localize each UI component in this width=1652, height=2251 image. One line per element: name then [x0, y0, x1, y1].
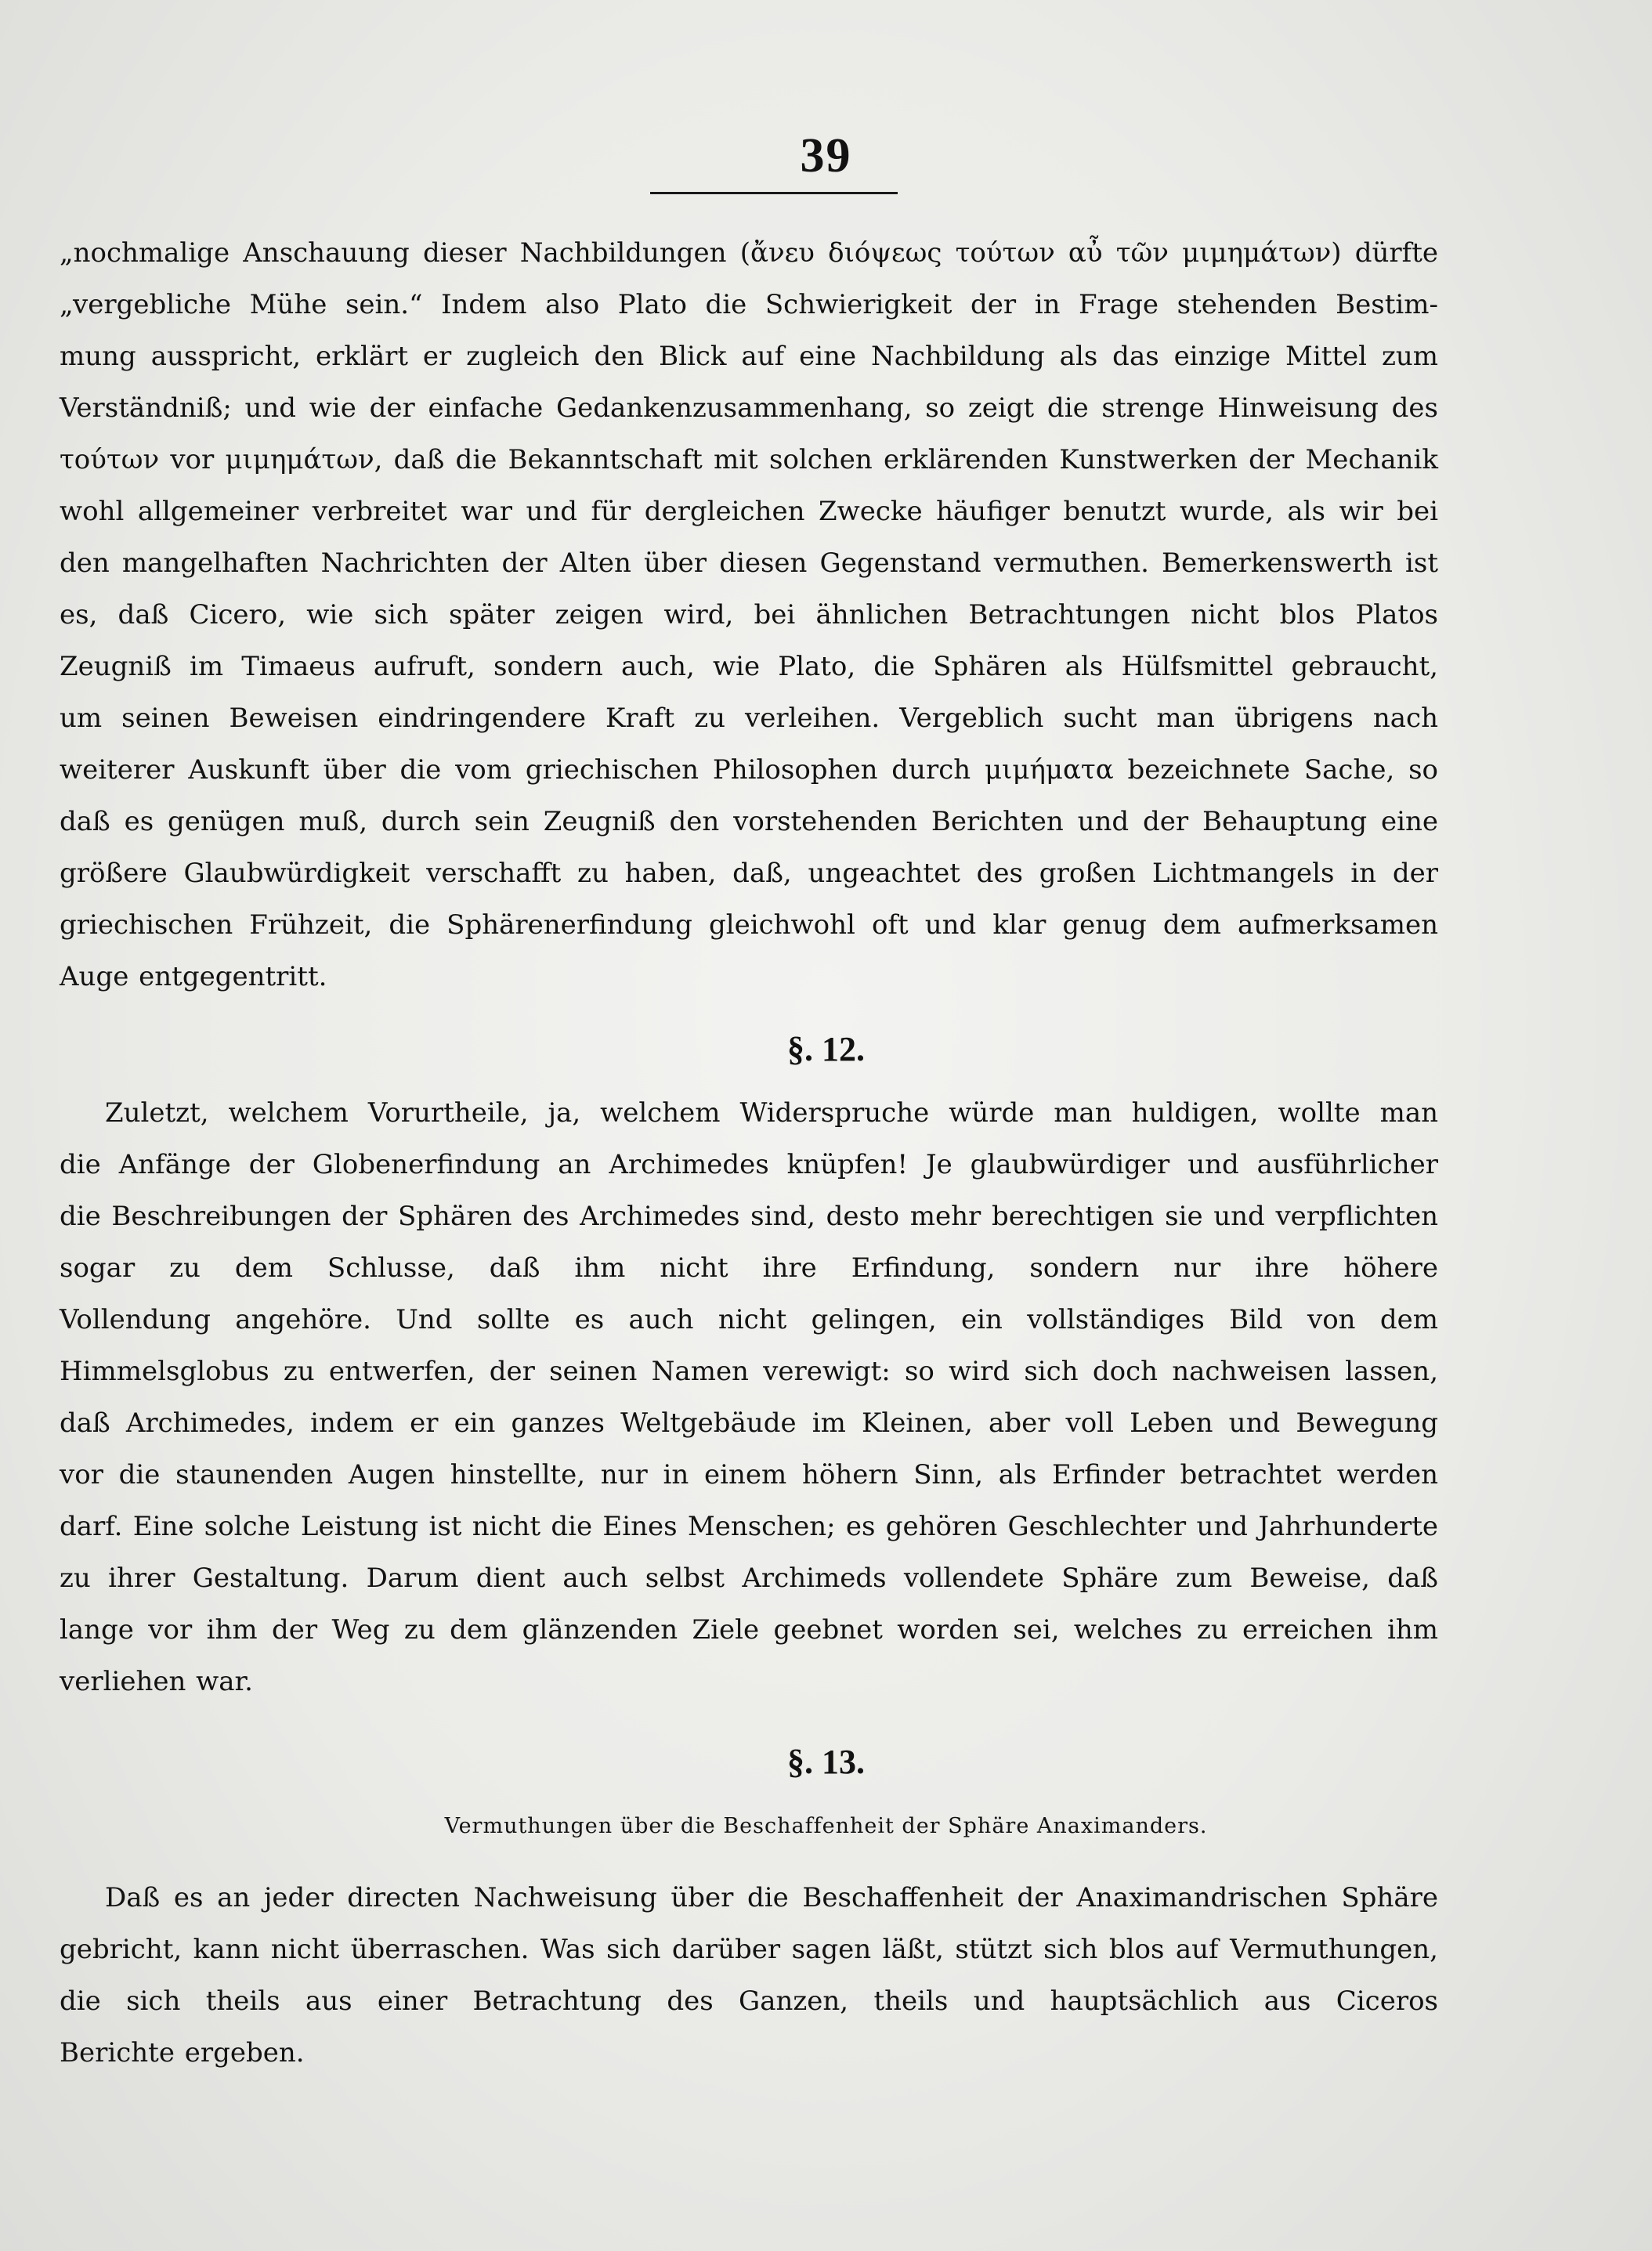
paragraph-1	[60, 227, 1438, 1003]
text-line: mung ausspricht, erklärt er zugleich den Blick auf eine Nachbildung als das einzige Mittel zum	[60, 341, 1438, 372]
text-line: daß Archimedes, indem er ein ganzes Weltgebäude im Kleinen, aber voll Leben und Bewegung	[60, 1407, 1438, 1439]
text-line: sogar zu dem Schlusse, daß ihm nicht ihre Erfindung, sondern nur ihre höhere	[60, 1252, 1438, 1284]
text-line: Zuletzt, welchem Vorurtheile, ja, welchem Widerspruche würde man huldigen, wollte man	[105, 1097, 1438, 1129]
text-line: weiterer Auskunft über die vom griechischen Philosophen durch μιμήματα bezeichnete Sache, so	[60, 754, 1438, 786]
text-line: τούτων vor μιμημάτων, daß die Bekanntschaft mit solchen erklärenden Kunstwerken der Mechanik	[60, 444, 1438, 475]
text-line: zu ihrer Gestaltung. Darum dient auch selbst Archimeds vollendete Sphäre zum Beweise, daß	[60, 1563, 1438, 1594]
text-line: „vergebliche Mühe sein.“ Indem also Plato die Schwierigkeit der in Frage stehenden Bestim-	[60, 289, 1438, 320]
text-line: darf. Eine solche Leistung ist nicht die Eines Menschen; es gehören Geschlechter und Jahrhunderte	[60, 1511, 1438, 1542]
text-line: Auge entgegentritt.	[60, 961, 327, 992]
text-line: Verständniß; und wie der einfache Gedankenzusammenhang, so zeigt die strenge Hinweisung des	[60, 392, 1438, 424]
text-line: Himmelsglobus zu entwerfen, der seinen Namen verewigt: so wird sich doch nachweisen lassen,	[60, 1356, 1438, 1387]
section-13-subtitle: Vermuthungen über die Beschaffenheit der Sphäre Anaximanders.	[444, 1814, 1208, 1838]
text-line: die Beschreibungen der Sphären des Archimedes sind, desto mehr berechtigen sie und verpflichten	[60, 1201, 1438, 1232]
page-number: 39	[800, 129, 852, 182]
text-line: Berichte ergeben.	[60, 2037, 305, 2069]
text-line: griechischen Frühzeit, die Sphärenerfindung gleichwohl oft und klar genug dem aufmerksamen	[60, 909, 1438, 941]
text-line: Vollendung angehöre. Und sollte es auch nicht gelingen, ein vollständiges Bild von dem	[60, 1304, 1438, 1335]
text-line: lange vor ihm der Weg zu dem glänzenden Ziele geebnet worden sei, welches zu erreichen ihm	[60, 1614, 1438, 1646]
text-line: um seinen Beweisen eindringendere Kraft zu verleihen. Vergeblich sucht man übrigens nach	[60, 703, 1438, 734]
section-13-heading: §. 13.	[787, 1743, 865, 1781]
header-rule	[650, 192, 898, 194]
text-line: daß es genügen muß, durch sein Zeugniß den vorstehenden Berichten und der Behauptung eine	[60, 806, 1438, 837]
text-line: gebricht, kann nicht überraschen. Was sich darüber sagen läßt, stützt sich blos auf Vermuthungen,	[60, 1934, 1438, 1965]
text-line: wohl allgemeiner verbreitet war und für dergleichen Zwecke häufiger benutzt wurde, als wir bei	[60, 496, 1438, 527]
text-line: größere Glaubwürdigkeit verschafft zu haben, daß, ungeachtet des großen Lichtmangels in der	[60, 858, 1438, 889]
text-line: verliehen war.	[60, 1666, 253, 1697]
text-line: die sich theils aus einer Betrachtung des Ganzen, theils und hauptsächlich aus Ciceros	[60, 1985, 1438, 2017]
text-line: es, daß Cicero, wie sich später zeigen wird, bei ähnlichen Betrachtungen nicht blos Platos	[60, 599, 1438, 630]
text-line: den mangelhaften Nachrichten der Alten über diesen Gegenstand vermuthen. Bemerkenswerth ist	[60, 547, 1438, 579]
text-line: Zeugniß im Timaeus aufruft, sondern auch, wie Plato, die Sphären als Hülfsmittel gebraucht,	[60, 651, 1438, 682]
text-line: vor die staunenden Augen hinstellte, nur in einem höhern Sinn, als Erfinder betrachtet werden	[60, 1459, 1438, 1490]
text-line: Daß es an jeder directen Nachweisung über die Beschaffenheit der Anaximandrischen Sphäre	[105, 1882, 1438, 1913]
text-line: die Anfänge der Globenerfindung an Archimedes knüpfen! Je glaubwürdiger und ausführlicher	[60, 1149, 1438, 1180]
section-12-paragraph	[60, 1087, 1438, 1707]
section-13-paragraph	[60, 1872, 1438, 2079]
section-12-heading: §. 12.	[787, 1030, 865, 1068]
text-line: „nochmalige Anschauung dieser Nachbildungen (ἄνευ διόψεως τούτων αὖ τῶν μιμημάτων) dürfte	[60, 237, 1439, 269]
